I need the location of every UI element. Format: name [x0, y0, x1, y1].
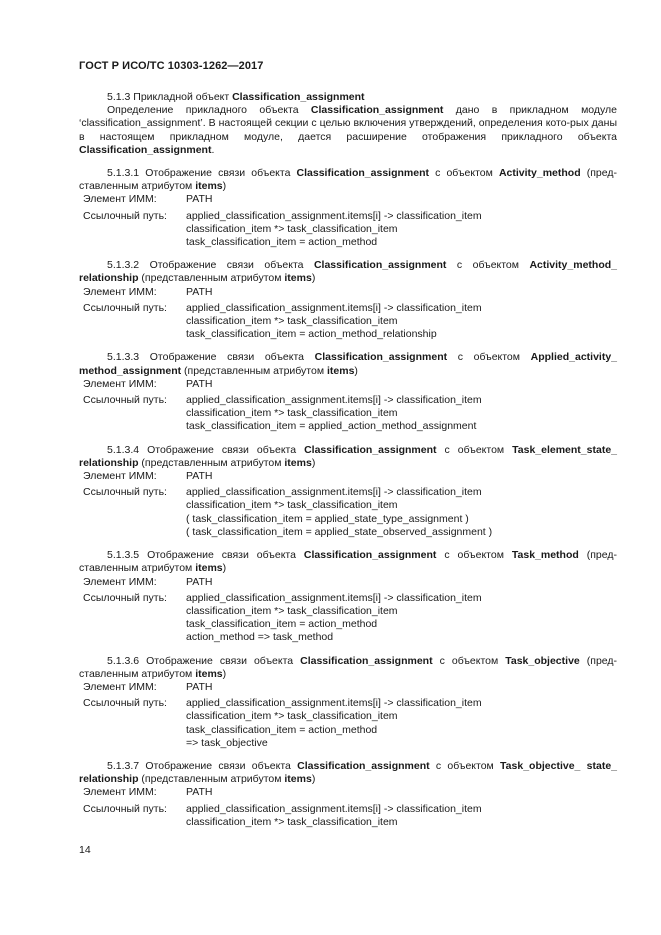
element-label: Элемент ИММ: — [83, 786, 157, 799]
intro-text-a: Определение прикладного объекта — [107, 104, 311, 117]
mapping-heading — [79, 760, 617, 786]
mapping-heading-text: с объектом — [429, 759, 501, 772]
mapping-heading-bold: items — [195, 180, 223, 193]
mapping-heading-text: ) — [311, 773, 316, 786]
ref-path-label: Ссылочный путь: — [83, 394, 167, 407]
ref-path-row — [79, 302, 617, 342]
mapping-heading-text: с объектом — [446, 259, 530, 272]
mapping-heading-text: 5.1.3.4 Отображение связи объекта — [107, 443, 305, 456]
mapping-heading-text: 5.1.3.5 Отображение связи объекта — [107, 549, 304, 562]
element-row — [79, 681, 617, 694]
intro-text-b: дано в прикладном модуле ‘classification_assignment’. В настоящей секции с целью включения утверждений, определения кото-рых даны в настоящем прикладном модуле, дается расширение отображения прикладного объекта — [79, 104, 618, 143]
mapping-heading-bold: Classification_assignment — [314, 351, 448, 364]
mapping-heading-bold: Activity_method_ relationship — [79, 259, 617, 285]
mapping-heading-text: (пред-ставленным атрибутом — [79, 167, 618, 193]
ref-path-line: task_classification_item = action_method — [186, 236, 378, 249]
mapping-heading-bold: items — [284, 456, 312, 469]
element-value: PATH — [186, 470, 213, 483]
ref-path-row — [79, 486, 617, 539]
mapping-heading-text: (пред-ставленным атрибутом — [79, 549, 618, 575]
mapping-heading-text: с объектом — [432, 654, 506, 667]
mapping-heading-text: 5.1.3.2 Отображение связи объекта — [107, 259, 314, 272]
element-label: Элемент ИММ: — [83, 680, 157, 693]
ref-path-line: applied_classification_assignment.items[i] -> classification_item — [186, 209, 482, 222]
element-row — [79, 378, 617, 391]
ref-path-line: task_classification_item = applied_action_method_assignment — [186, 420, 477, 433]
mapping-heading-bold: items — [195, 562, 223, 575]
mapping-section — [79, 760, 617, 829]
ref-path-line: classification_item *> task_classification_item — [186, 222, 398, 235]
mapping-heading-bold: items — [326, 364, 355, 377]
mapping-heading-text: (представленным атрибутом — [181, 364, 327, 377]
mapping-heading-text: ) — [354, 364, 358, 377]
ref-path-line: action_method => task_method — [186, 631, 334, 644]
element-row — [79, 576, 617, 589]
ref-path-value — [186, 803, 617, 829]
ref-path-line: classification_item *> task_classification_item — [186, 407, 398, 420]
mapping-section — [79, 444, 617, 539]
element-value: PATH — [186, 680, 213, 693]
element-row — [79, 786, 617, 799]
element-value: PATH — [186, 575, 213, 588]
mapping-section — [79, 549, 617, 644]
ref-path-line: ( task_classification_item = applied_state_type_assignment ) — [186, 512, 469, 525]
mapping-heading-bold: Classification_assignment — [303, 549, 437, 562]
intro-object-b: Classification_assignment — [79, 143, 212, 156]
mapping-heading-text: (представленным атрибутом — [138, 272, 285, 285]
intro-text-c: . — [211, 143, 215, 156]
mapping-heading-text: ) — [311, 456, 316, 469]
section-title-text: 5.1.3 Прикладной объект — [107, 91, 233, 103]
document-body — [79, 91, 617, 839]
ref-path-line: applied_classification_assignment.items[i] -> classification_item — [186, 394, 482, 407]
element-label: Элемент ИММ: — [83, 575, 157, 588]
mapping-heading-bold: Task_objective_ state_ relationship — [79, 759, 618, 786]
mapping-section — [79, 655, 617, 750]
ref-path-line: ( task_classification_item = applied_state_observed_assignment ) — [186, 525, 493, 538]
ref-path-row — [79, 210, 617, 250]
section-title — [79, 91, 617, 104]
ref-path-row — [79, 697, 617, 750]
mapping-heading-bold: Activity_method — [498, 167, 581, 180]
ref-path-line: applied_classification_assignment.items[i] -> classification_item — [186, 486, 482, 499]
element-label: Элемент ИММ: — [83, 377, 157, 390]
element-value: PATH — [186, 377, 213, 390]
element-row — [79, 193, 617, 206]
element-label: Элемент ИММ: — [83, 193, 157, 206]
mapping-heading-bold: items — [195, 667, 223, 680]
ref-path-line: applied_classification_assignment.items[i] -> classification_item — [186, 802, 482, 815]
element-label: Элемент ИММ: — [83, 285, 157, 298]
mapping-heading-text: (пред-ставленным атрибутом — [79, 654, 618, 680]
mapping-heading — [79, 167, 617, 193]
ref-path-line: classification_item *> task_classification_item — [186, 815, 398, 828]
ref-path-label: Ссылочный путь: — [83, 697, 167, 710]
mapping-section — [79, 167, 617, 249]
mapping-heading — [79, 549, 617, 575]
mapping-heading-bold: Task_element_state_ relationship — [79, 443, 617, 469]
mapping-heading-text: ) — [311, 272, 316, 285]
ref-path-label: Ссылочный путь: — [83, 591, 167, 604]
mapping-heading-text: 5.1.3.6 Отображение связи объекта — [107, 654, 301, 667]
element-row — [79, 470, 617, 483]
mapping-heading-text: 5.1.3.3 Отображение связи объекта — [107, 351, 315, 364]
mapping-heading-text: с объектом — [436, 443, 513, 456]
mapping-section — [79, 259, 617, 341]
ref-path-row — [79, 394, 617, 434]
element-row — [79, 286, 617, 299]
ref-path-line: task_classification_item = action_method — [186, 723, 378, 736]
mapping-heading-text: ) — [222, 180, 227, 193]
mapping-heading — [79, 351, 617, 377]
element-label: Элемент ИММ: — [83, 470, 157, 483]
mapping-heading-bold: Classification_assignment — [313, 259, 447, 272]
mapping-section — [79, 351, 617, 433]
mapping-heading-bold: Task_method — [511, 549, 579, 562]
mapping-heading-text: с объектом — [447, 351, 531, 364]
ref-path-line: classification_item *> task_classification_item — [186, 710, 398, 723]
mapping-heading — [79, 444, 617, 470]
mapping-heading-text: 5.1.3.1 Отображение связи объекта — [107, 167, 297, 180]
mapping-heading-bold: items — [284, 773, 312, 786]
mapping-heading-text: с объектом — [429, 167, 499, 180]
ref-path-label: Ссылочный путь: — [83, 802, 167, 815]
ref-path-row — [79, 592, 617, 645]
ref-path-value — [186, 210, 617, 250]
mapping-heading-bold: Classification_assignment — [304, 443, 437, 456]
element-value: PATH — [186, 285, 213, 298]
mapping-heading — [79, 259, 617, 285]
ref-path-line: applied_classification_assignment.items[i] -> classification_item — [186, 591, 482, 604]
mapping-heading-text: ) — [222, 667, 227, 680]
ref-path-value — [186, 394, 617, 434]
ref-path-line: => task_objective — [186, 736, 268, 749]
ref-path-value — [186, 302, 617, 342]
mapping-heading-bold: Classification_assignment — [297, 759, 430, 772]
ref-path-label: Ссылочный путь: — [83, 209, 167, 222]
intro-paragraph — [79, 104, 617, 157]
section-title-object: Classification_assignment — [232, 91, 365, 103]
ref-path-line: classification_item *> task_classification_item — [186, 315, 398, 328]
ref-path-label: Ссылочный путь: — [83, 301, 167, 314]
mapping-heading-bold: Classification_assignment — [300, 654, 433, 667]
intro-object-a: Classification_assignment — [310, 104, 444, 117]
mapping-heading-text: 5.1.3.7 Отображение связи объекта — [107, 759, 298, 772]
element-value: PATH — [186, 193, 213, 206]
mapping-heading-text: (представленным атрибутом — [138, 456, 285, 469]
mapping-heading-text: (представленным атрибутом — [138, 773, 285, 786]
ref-path-line: classification_item *> task_classification_item — [186, 499, 398, 512]
mapping-heading-text: ) — [222, 562, 227, 575]
mapping-heading-bold: Task_objective — [505, 654, 580, 667]
ref-path-line: task_classification_item = action_method — [186, 618, 378, 631]
mapping-heading-bold: Classification_assignment — [296, 167, 429, 180]
mapping-heading-bold: items — [284, 272, 312, 285]
ref-path-label: Ссылочный путь: — [83, 486, 167, 499]
document-header: ГОСТ Р ИСО/ТС 10303-1262—2017 — [79, 60, 264, 72]
ref-path-line: task_classification_item = action_method_relationship — [186, 328, 437, 341]
element-value: PATH — [186, 786, 213, 799]
mapping-sections — [79, 167, 617, 829]
ref-path-value — [186, 697, 617, 750]
ref-path-line: applied_classification_assignment.items[i] -> classification_item — [186, 697, 482, 710]
page-number: 14 — [79, 844, 91, 856]
ref-path-line: classification_item *> task_classification_item — [186, 604, 398, 617]
mapping-heading-text: с объектом — [436, 549, 512, 562]
mapping-heading-bold: Applied_activity_ method_assignment — [79, 351, 618, 377]
ref-path-value — [186, 592, 617, 645]
ref-path-row — [79, 803, 617, 829]
ref-path-value — [186, 486, 617, 539]
ref-path-line: applied_classification_assignment.items[i] -> classification_item — [186, 301, 482, 314]
mapping-heading — [79, 655, 617, 681]
